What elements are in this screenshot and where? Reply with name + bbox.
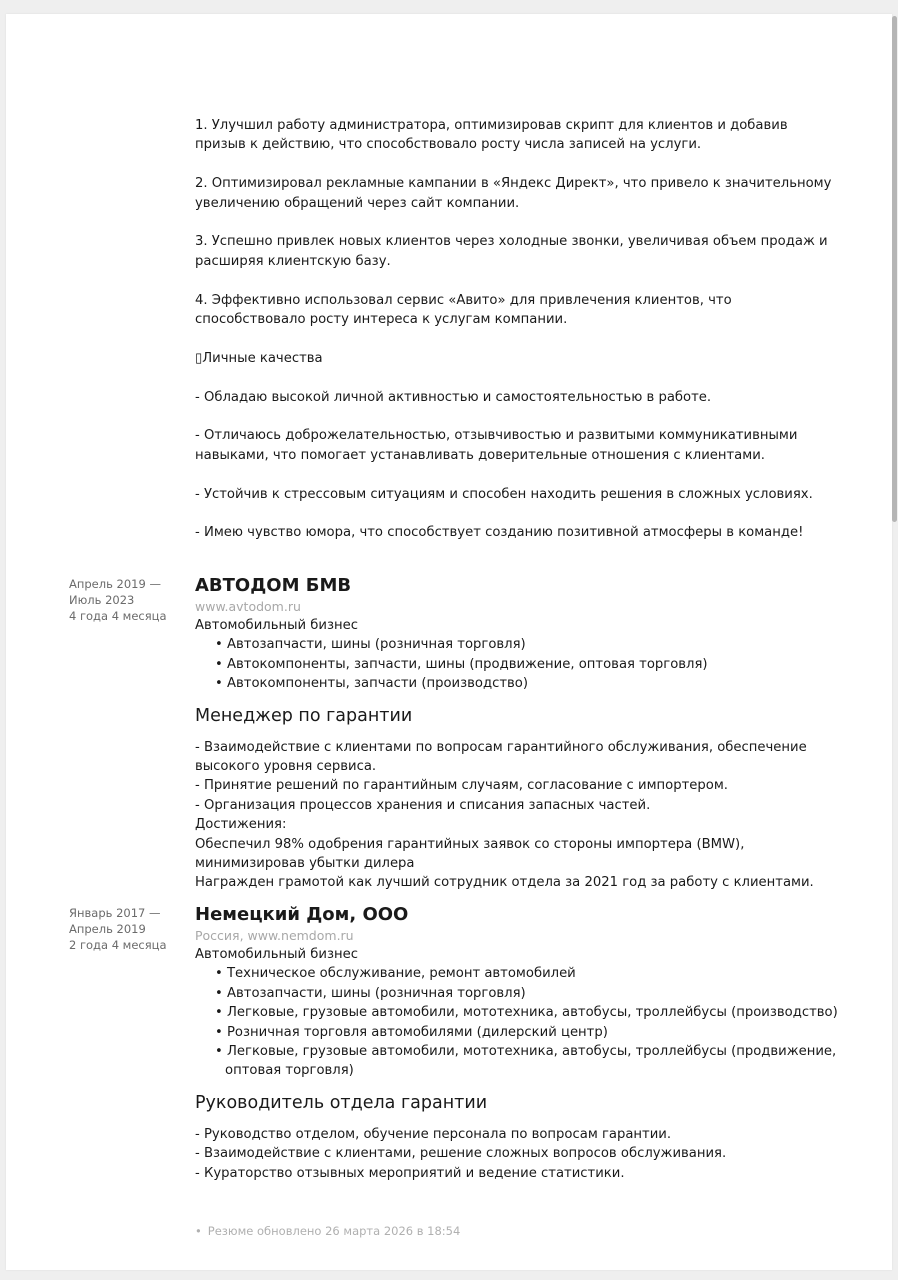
job-end: Июль 2023 [69, 593, 135, 607]
industry-item: • Легковые, грузовые автомобили, мототехника, автобусы, троллейбусы (продвижение, оптовая торговля) [215, 1042, 845, 1081]
job-period [69, 576, 189, 624]
job-details [195, 903, 845, 1183]
industry-item: • Розничная торговля автомобилями (дилерский центр) [215, 1023, 845, 1042]
industry-item: • Легковые, грузовые автомобили, мототехника, автобусы, троллейбусы (производство) [215, 1003, 845, 1022]
job-description: - Руководство отделом, обучение персонала по вопросам гарантии. - Взаимодействие с клиентами, решение сложных вопросов обслуживания. - Кураторство отзывных мероприятий и ведение статистики. [195, 1126, 727, 1181]
emoji-placeholder-icon: ▯ [195, 350, 203, 366]
job-start: Апрель 2019 — [69, 577, 161, 591]
bullet-icon: • [195, 1224, 202, 1238]
industry-item: • Автозапчасти, шины (розничная торговля) [215, 984, 845, 1003]
updated-text: Резюме обновлено 26 марта 2026 в 18:54 [207, 1224, 461, 1238]
personal-item: - Обладаю высокой личной активностью и самостоятельностью в работе. [195, 389, 712, 405]
achievement-item: 1. Улучшил работу администратора, оптимизировав скрипт для клиентов и добавив призыв к действию, что способствовало росту числа записей на услуги. [195, 118, 788, 153]
achievement-item: 4. Эффективно использовал сервис «Авито» для привлечения клиентов, что способствовало росту интереса к услугам компании. [195, 292, 732, 328]
job-duration: 2 года 4 месяца [69, 938, 167, 952]
industry-list [195, 964, 845, 1080]
position-title: Менеджер по гарантии [195, 705, 413, 726]
about-section [195, 116, 835, 543]
personal-qualities-heading: ▯Личные качества [195, 350, 323, 366]
company-site[interactable]: Россия, www.nemdom.ru [195, 928, 354, 943]
job-end: Апрель 2019 [69, 922, 146, 936]
personal-item: - Отличаюсь доброжелательностью, отзывчивостью и развитыми коммуникативными навыками, что помогает устанавливать доверительные отношения с клиентами. [195, 428, 798, 463]
industry-item: • Автокомпоненты, запчасти (производство) [215, 674, 845, 693]
achievement-item: 3. Успешно привлек новых клиентов через холодные звонки, увеличивая объем продаж и расширяя клиентскую базу. [195, 234, 828, 269]
industry-item: • Автокомпоненты, запчасти, шины (продвижение, оптовая торговля) [215, 655, 845, 674]
industry-list [195, 635, 845, 693]
resume-page [6, 14, 892, 1270]
scrollbar[interactable] [892, 14, 898, 1270]
position-title: Руководитель отдела гарантии [195, 1092, 488, 1113]
industry-item: • Техническое обслуживание, ремонт автомобилей [215, 964, 845, 983]
job-period [69, 905, 189, 953]
achievement-item: 2. Оптимизировал рекламные кампании в «Яндекс Директ», что привело к значительному увеличению обращений через сайт компании. [195, 176, 832, 211]
company-name: АВТОДОМ БМВ [195, 575, 352, 596]
personal-item: - Имею чувство юмора, что способствует созданию позитивной атмосферы в команде! [195, 525, 804, 541]
scrollbar-thumb[interactable] [892, 16, 897, 522]
company-name: Немецкий Дом, ООО [195, 904, 409, 925]
industry-label: Автомобильный бизнес [195, 618, 358, 633]
job-duration: 4 года 4 месяца [69, 609, 167, 623]
resume-updated-footer [195, 1224, 460, 1238]
job-details [195, 574, 845, 893]
job-start: Январь 2017 — [69, 906, 161, 920]
industry-label: Автомобильный бизнес [195, 947, 358, 962]
personal-item: - Устойчив к стрессовым ситуациям и способен находить решения в сложных условиях. [195, 486, 813, 502]
company-site[interactable]: www.avtodom.ru [195, 599, 301, 614]
job-description: - Взаимодействие с клиентами по вопросам гарантийного обслуживания, обеспечение высокого уровня сервиса. - Принятие решений по гарантийным случаям, согласование с импортером. - Организация процессов хранения и списания запасных частей. Достижения: Обеспечил 98% одобрения гарантийных заявок со стороны импортера (BMW), минимизировав убытки дилера Награжден грамотой как лучший сотрудник отдела за 2021 год за работу с клиентами. [195, 739, 814, 891]
industry-item: • Автозапчасти, шины (розничная торговля) [215, 635, 845, 654]
